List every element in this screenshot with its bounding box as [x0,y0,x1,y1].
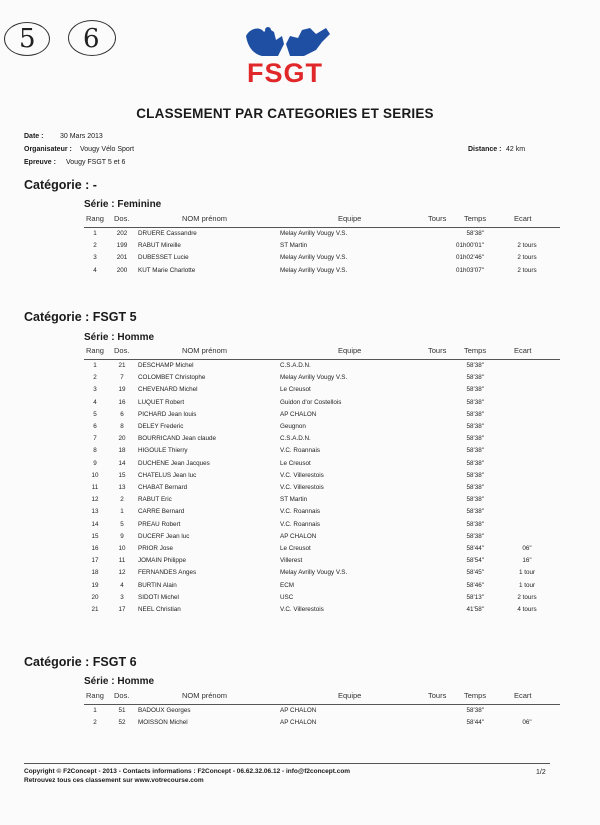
cell-dos: 51 [118,707,126,714]
cell-nom: PICHARD Jean louis [138,411,197,418]
cell-dos: 10 [118,545,126,552]
cell-rang: 11 [91,484,99,491]
table-row [80,557,560,569]
cell-ecart: 2 tours [517,254,537,261]
cell-nom: HIGOULE Thierry [138,447,188,454]
cell-nom: JOMAIN Philippe [138,557,186,564]
cell-dos: 2 [120,496,124,503]
cell-rang: 3 [93,254,97,261]
cell-rang: 20 [91,594,99,601]
cell-nom: DUCHENE Jean Jacques [138,460,210,467]
cell-nom: RABUT Eric [138,496,172,503]
cell-rang: 13 [91,508,99,515]
meta-epreuve-value: Vougy FSGT 5 et 6 [66,159,126,166]
table-row [80,267,560,279]
table-row [80,545,560,557]
page-number: 1/2 [536,769,546,776]
serie-title: Série : Homme [84,332,155,343]
cell-rang: 1 [93,362,97,369]
cell-ecart: 2 tours [517,594,537,601]
table-row [80,582,560,594]
cell-temps: 58'38" [466,496,484,503]
cell-equipe: ST Martin [280,242,308,249]
cell-dos: 5 [120,521,124,528]
cell-temps: 58'38" [466,230,484,237]
meta-organisateur-value: Vougy Vélo Sport [80,146,135,153]
column-header-dos: Dos. [114,214,130,223]
table-row [80,594,560,606]
cell-equipe: Melay Avrilly Vougy V.S. [280,267,348,274]
cell-dos: 3 [120,594,124,601]
cell-equipe: V.C. Villerestois [280,472,324,479]
cell-temps: 58'38" [466,521,484,528]
table-row [80,508,560,520]
table-row [80,386,560,398]
cell-equipe: Le Creusot [280,386,311,393]
table-row [80,362,560,374]
column-header-tours: Tours [428,346,447,355]
cell-rang: 21 [91,606,99,613]
cell-rang: 5 [93,411,97,418]
cell-rang: 17 [91,557,99,564]
cell-equipe: Villerest [280,557,303,564]
table-row [80,254,560,266]
cell-ecart: 16" [522,557,532,564]
cell-temps: 58'38" [466,399,484,406]
cell-equipe: Melay Avrilly Vougy V.S. [280,254,348,261]
cell-ecart: 06" [522,719,532,726]
cell-equipe: Geugnon [280,423,306,430]
cell-dos: 202 [116,230,128,237]
table-row [80,521,560,533]
cell-nom: FERNANDES Anges [138,569,197,576]
column-header-equipe: Equipe [338,214,362,223]
cell-nom: BADOUX Georges [138,707,191,714]
cell-temps: 58'38" [466,472,484,479]
cell-dos: 199 [116,242,128,249]
cell-dos: 21 [118,362,126,369]
page-title: CLASSEMENT PAR CATEGORIES ET SERIES [136,106,434,121]
cell-temps: 41'58" [466,606,484,613]
column-header-nom: NOM prénom [182,214,228,223]
cell-temps: 01h00'01" [456,242,484,249]
cell-ecart: 1 tour [518,569,536,576]
cell-equipe: V.C. Villerestois [280,484,324,491]
cell-ecart: 2 tours [517,242,537,249]
table-header-divider [84,359,560,360]
cell-equipe: AP CHALON [280,533,317,540]
cell-ecart: 06" [522,545,532,552]
footer-copyright: Copyright © F2Concept - 2013 - Contacts informations : F2Concept - 06.62.32.06.12 - info@f2concept.com [24,768,351,775]
cell-rang: 2 [93,242,97,249]
table-row [80,496,560,508]
cell-equipe: AP CHALON [280,707,317,714]
column-header-equipe: Equipe [338,346,362,355]
cell-nom: DUCERF Jean luc [138,533,190,540]
cell-equipe: V.C. Roannais [280,447,321,454]
fsgt-logo-text: FSGT [247,58,323,88]
cell-nom: CHATELUS Jean luc [138,472,197,479]
cell-ecart: 2 tours [517,267,537,274]
cell-ecart: 4 tours [517,606,537,613]
column-header-temps: Temps [464,214,487,223]
cell-temps: 01h02'46" [456,254,484,261]
table-row [80,411,560,423]
meta-epreuve-label: Epreuve : [24,159,56,166]
cell-equipe: V.C. Roannais [280,521,321,528]
column-header-rang: Rang [86,691,104,700]
cell-rang: 18 [91,569,99,576]
table-header [80,346,560,358]
handwritten-number-right: 6 [83,24,100,54]
cell-equipe: C.S.A.D.N. [280,435,311,442]
table-row [80,719,560,731]
cell-temps: 58'46" [466,582,484,589]
table-row [80,423,560,435]
cell-ecart: 1 tour [518,582,536,589]
handwritten-number-left: 5 [19,24,36,54]
cell-equipe: Le Creusot [280,460,311,467]
cell-nom: BURTIN Alain [138,582,177,589]
column-header-nom: NOM prénom [182,691,228,700]
cell-dos: 17 [118,606,126,613]
table-row [80,460,560,472]
column-header-temps: Temps [464,691,487,700]
cell-dos: 4 [120,582,124,589]
column-header-temps: Temps [464,346,487,355]
cell-nom: MOISSON Michel [138,719,188,726]
cell-nom: DRUERE Cassandre [138,230,197,237]
cell-nom: DUBESSET Lucie [138,254,189,261]
column-header-rang: Rang [86,214,104,223]
cell-nom: SIDOTI Michel [138,594,179,601]
cell-temps: 58'13" [466,594,484,601]
cell-temps: 58'38" [466,411,484,418]
cell-nom: LUQUET Robert [138,399,185,406]
cell-nom: PREAU Robert [138,521,181,528]
table-header-divider [84,227,560,228]
cell-dos: 14 [118,460,126,467]
cell-equipe: Le Creusot [280,545,311,552]
cell-temps: 58'38" [466,374,484,381]
table-row [80,230,560,242]
table-row [80,707,560,719]
cell-dos: 16 [118,399,126,406]
column-header-ecart: Ecart [514,691,532,700]
cell-temps: 58'54" [466,557,484,564]
column-header-equipe: Equipe [338,691,362,700]
table-row [80,435,560,447]
category-title: Catégorie : FSGT 5 [24,310,137,324]
cell-nom: CHEVENARD Michel [138,386,198,393]
cell-dos: 201 [116,254,128,261]
footer-website: Retrouvez tous ces classement sur www.votrecourse.com [24,777,204,784]
meta-distance-value: 42 km [506,146,526,153]
cell-rang: 2 [93,374,97,381]
cell-rang: 1 [93,707,97,714]
table-header-divider [84,704,560,705]
cell-rang: 12 [91,496,99,503]
cell-equipe: USC [280,594,294,601]
meta-date-label: Date : [24,133,44,140]
table-header [80,691,560,703]
table-row [80,606,560,618]
cell-temps: 58'38" [466,423,484,430]
cell-temps: 58'38" [466,533,484,540]
cell-temps: 58'44" [466,719,484,726]
cell-nom: NEEL Christian [138,606,181,613]
cell-temps: 58'38" [466,435,484,442]
cell-nom: COLOMBET Christophe [138,374,206,381]
cell-equipe: ECM [280,582,294,589]
cell-nom: DESCHAMP Michel [138,362,194,369]
cell-dos: 18 [118,447,126,454]
cell-rang: 4 [93,267,97,274]
cell-rang: 7 [93,435,97,442]
table-row [80,399,560,411]
cell-temps: 58'38" [466,460,484,467]
cell-rang: 4 [93,399,97,406]
cell-dos: 20 [118,435,126,442]
cell-rang: 19 [91,582,99,589]
table-row [80,569,560,581]
table-row [80,484,560,496]
cell-dos: 15 [118,472,126,479]
meta-date-value: 30 Mars 2013 [60,133,103,140]
cell-equipe: ST Martin [280,496,308,503]
column-header-nom: NOM prénom [182,346,228,355]
meta-organisateur-label: Organisateur : [24,146,72,153]
cell-dos: 19 [118,386,126,393]
column-header-dos: Dos. [114,691,130,700]
cell-rang: 6 [93,423,97,430]
category-title: Catégorie : FSGT 6 [24,655,137,669]
cell-equipe: V.C. Roannais [280,508,321,515]
cell-dos: 1 [120,508,124,515]
category-title: Catégorie : - [24,178,97,192]
cell-temps: 58'38" [466,484,484,491]
cell-temps: 58'38" [466,386,484,393]
cell-temps: 58'44" [466,545,484,552]
cell-temps: 58'38" [466,447,484,454]
cell-equipe: Melay Avrilly Vougy V.S. [280,374,348,381]
serie-title: Série : Feminine [84,199,162,210]
column-header-ecart: Ecart [514,346,532,355]
cell-nom: KUT Marie Charlotte [138,267,196,274]
cell-temps: 58'38" [466,707,484,714]
cell-rang: 1 [93,230,97,237]
cell-dos: 7 [120,374,124,381]
column-header-tours: Tours [428,691,447,700]
table-header [80,214,560,226]
cell-equipe: V.C. Villerestois [280,606,324,613]
cell-dos: 8 [120,423,124,430]
cell-equipe: Melay Avrilly Vougy V.S. [280,230,348,237]
cell-rang: 8 [93,447,97,454]
table-row [80,374,560,386]
cell-rang: 15 [91,533,99,540]
cell-equipe: AP CHALON [280,719,317,726]
cell-nom: DELEY Frederic [138,423,184,430]
cell-dos: 52 [118,719,126,726]
column-header-rang: Rang [86,346,104,355]
cell-nom: CHABAT Bernard [138,484,188,491]
cell-temps: 58'38" [466,508,484,515]
footer-divider [24,763,550,764]
cell-rang: 14 [91,521,99,528]
cell-equipe: Guidon d'or Costellois [280,399,342,406]
table-row [80,472,560,484]
cell-temps: 58'38" [466,362,484,369]
cell-rang: 3 [93,386,97,393]
cell-dos: 200 [116,267,128,274]
cell-dos: 12 [118,569,126,576]
cell-equipe: AP CHALON [280,411,317,418]
cell-nom: CARRE Bernard [138,508,185,515]
cell-temps: 58'45" [466,569,484,576]
cell-equipe: C.S.A.D.N. [280,362,311,369]
cell-rang: 2 [93,719,97,726]
cell-nom: RABUT Mireille [138,242,181,249]
cell-nom: BOURRICAND Jean claude [138,435,217,442]
cell-dos: 13 [118,484,126,491]
serie-title: Série : Homme [84,676,155,687]
table-row [80,533,560,545]
cell-nom: PRIOR Jose [138,545,173,552]
cell-dos: 9 [120,533,124,540]
cell-equipe: Melay Avrilly Vougy V.S. [280,569,348,576]
meta-distance-label: Distance : [468,146,502,153]
column-header-dos: Dos. [114,346,130,355]
table-row [80,242,560,254]
cell-rang: 10 [91,472,99,479]
cell-dos: 11 [118,557,126,564]
table-row [80,447,560,459]
cell-rang: 9 [93,460,97,467]
cell-rang: 16 [91,545,99,552]
cell-dos: 6 [120,411,124,418]
column-header-ecart: Ecart [514,214,532,223]
column-header-tours: Tours [428,214,447,223]
cell-temps: 01h03'07" [456,267,484,274]
